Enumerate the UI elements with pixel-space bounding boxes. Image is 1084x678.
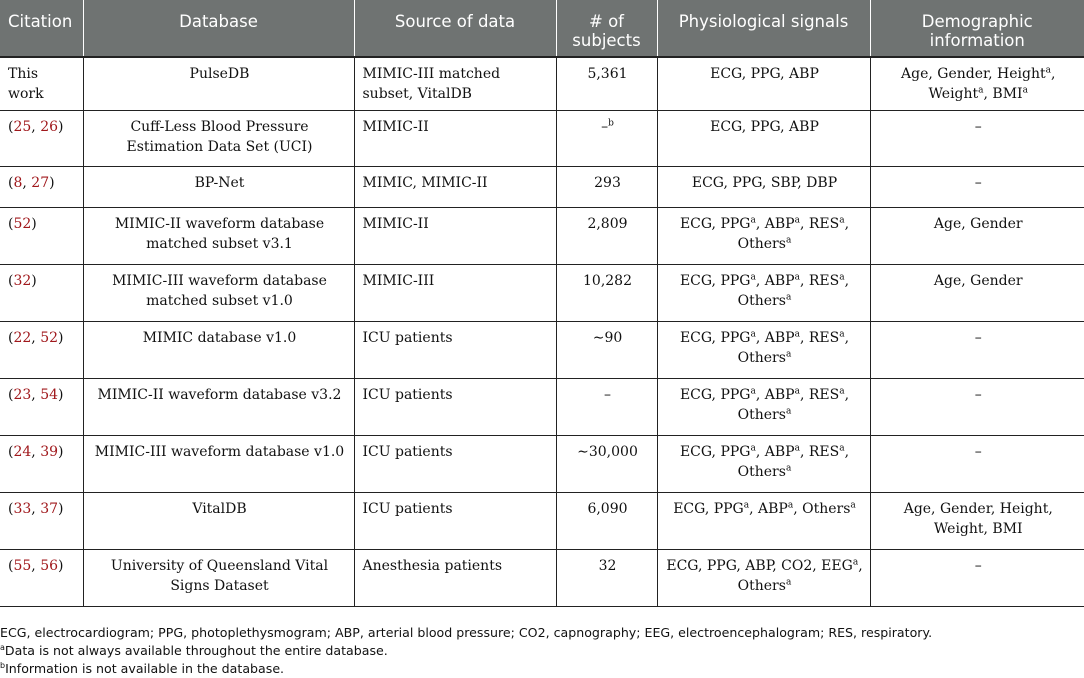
citation-text: ) [58, 501, 64, 517]
footnote-marker: a [839, 215, 845, 226]
signals-text: ECG, PPG [679, 273, 751, 289]
cell-subjects [556, 436, 657, 493]
cell-signals [657, 436, 870, 493]
citation-text: ( [8, 387, 14, 403]
table-row [0, 493, 1084, 550]
table-header-row [0, 0, 1084, 57]
demographics-text: , BMI [983, 86, 1023, 102]
table-footnotes [0, 624, 932, 678]
signals-text: , RES [799, 387, 840, 403]
table-row [0, 208, 1084, 265]
demographics-text: – [974, 444, 982, 460]
footnote-marker: a [785, 463, 792, 474]
source-text: ICU patients [362, 501, 453, 517]
header-demographic-information: Demographic information [870, 0, 1084, 57]
footnote-marker: a [794, 443, 800, 454]
footnote-a-mark: a [0, 642, 5, 652]
footnote-marker: b [608, 118, 614, 129]
cell-signals [657, 379, 870, 436]
source-text: ICU patients [362, 387, 453, 403]
citation-text: ( [8, 330, 14, 346]
citation-text: ( [8, 273, 14, 289]
table-row [0, 111, 1084, 167]
table-row [0, 167, 1084, 208]
cell-signals [657, 208, 870, 265]
signals-text: ECG, PPG [679, 216, 751, 232]
citation-text: , [22, 175, 32, 191]
citation-link[interactable]: 54 [40, 387, 59, 403]
signals-text: , Others [737, 216, 850, 252]
cell-subjects [556, 111, 657, 167]
subjects-text: 32 [598, 558, 617, 574]
cell-subjects [556, 322, 657, 379]
signals-text: ECG, PPG, ABP [710, 119, 819, 135]
cell-demographics [870, 550, 1084, 607]
cell-subjects [556, 167, 657, 208]
citation-text: , [31, 558, 41, 574]
citation-text: ) [31, 273, 37, 289]
header-source-of-data: Source of data [354, 0, 556, 57]
citation-text: ( [8, 175, 14, 191]
source-text: ICU patients [362, 330, 453, 346]
cell-database [83, 111, 354, 167]
citation-link[interactable]: 33 [13, 501, 32, 517]
cell-citation [0, 436, 83, 493]
citation-text: ) [49, 175, 55, 191]
cell-signals [657, 265, 870, 322]
cell-demographics [870, 111, 1084, 167]
citation-text: ( [8, 119, 14, 135]
footnote-marker: a [839, 386, 845, 397]
cell-subjects [556, 493, 657, 550]
source-text: MIMIC-II [362, 216, 429, 232]
demographics-text: Age, Gender, Height [901, 66, 1046, 82]
footnote-marker: a [794, 386, 800, 397]
signals-text: , ABP [755, 387, 795, 403]
source-text: MIMIC-II [362, 119, 429, 135]
footnote-marker: a [785, 292, 792, 303]
citation-text: , [31, 444, 41, 460]
subjects-text: 10,282 [583, 273, 632, 289]
cell-signals [657, 111, 870, 167]
signals-text: , RES [799, 330, 840, 346]
footnote-marker: a [794, 272, 800, 283]
cell-database [83, 322, 354, 379]
cell-demographics [870, 379, 1084, 436]
footnote-marker: a [850, 500, 856, 511]
table-row [0, 436, 1084, 493]
table-row [0, 379, 1084, 436]
citation-link[interactable]: 8 [13, 175, 23, 191]
table-row [0, 57, 1084, 111]
signals-text: ECG, PPG, SBP, DBP [691, 175, 838, 191]
table-body [0, 57, 1084, 607]
database-name: MIMIC-III waveform database matched subset v1.0 [112, 273, 327, 309]
cell-demographics [870, 167, 1084, 208]
subjects-text: 293 [594, 175, 621, 191]
footnote-marker: a [750, 386, 756, 397]
database-name: MIMIC-II waveform database v3.2 [97, 387, 342, 403]
footnote-marker: a [785, 235, 792, 246]
citation-text: ) [58, 387, 64, 403]
footnote-marker: a [785, 406, 792, 417]
footnote-marker: a [1045, 65, 1052, 76]
citation-link[interactable]: 26 [40, 119, 59, 135]
citation-text: ) [31, 216, 37, 232]
cell-citation [0, 208, 83, 265]
citation-text: ) [58, 119, 64, 135]
signals-text: , ABP [755, 444, 795, 460]
cell-citation [0, 322, 83, 379]
subjects-text: ∼30,000 [577, 444, 638, 460]
cell-demographics [870, 322, 1084, 379]
signals-text: , ABP [755, 330, 795, 346]
demographics-text: – [974, 119, 982, 135]
citation-link[interactable]: 52 [40, 330, 59, 346]
footnote-marker: a [750, 329, 756, 340]
footnote-a [0, 642, 932, 660]
signals-text: , Others [737, 444, 850, 480]
citation-link[interactable]: 27 [31, 175, 50, 191]
demographics-text: Age, Gender [933, 273, 1023, 289]
cell-database [83, 265, 354, 322]
cell-demographics [870, 57, 1084, 111]
source-text: MIMIC-III [362, 273, 435, 289]
database-name: VitalDB [192, 501, 247, 517]
cell-database [83, 436, 354, 493]
cell-source [354, 379, 556, 436]
database-name: BP-Net [194, 175, 245, 191]
table-row [0, 550, 1084, 607]
header-database: Database [83, 0, 354, 57]
cell-source [354, 167, 556, 208]
signals-text: ECG, PPG [679, 444, 751, 460]
cell-source [354, 111, 556, 167]
footnote-abbreviations: ECG, electrocardiogram; PPG, photoplethysmogram; ABP, arterial blood pressure; CO2, capnography; EEG, electroencephalogram; RES, respiratory. [0, 625, 933, 640]
footnote-marker: a [785, 349, 792, 360]
cell-database [83, 208, 354, 265]
footnote-b-mark: b [0, 660, 6, 670]
signals-text: , RES [799, 216, 840, 232]
cell-citation [0, 111, 83, 167]
cell-demographics [870, 265, 1084, 322]
citation-link[interactable]: 56 [40, 558, 59, 574]
signals-text: , Others [737, 273, 850, 309]
signals-text: ECG, PPG [679, 387, 751, 403]
database-name: MIMIC-III waveform database v1.0 [94, 444, 345, 460]
cell-source [354, 550, 556, 607]
cell-source [354, 322, 556, 379]
signals-text: , RES [799, 273, 840, 289]
cell-citation [0, 167, 83, 208]
demographics-text: – [974, 558, 982, 574]
demographics-text: – [974, 175, 982, 191]
cell-demographics [870, 208, 1084, 265]
source-text: Anesthesia patients [362, 558, 503, 574]
subjects-text: 6,090 [587, 501, 628, 517]
citation-text: ) [58, 330, 64, 346]
subjects-text: – [604, 387, 611, 403]
citation-text: , [31, 330, 41, 346]
database-name: Cuff-Less Blood Pressure Estimation Data Set (UCI) [126, 119, 313, 155]
footnote-b-text: Information is not available in the database. [5, 661, 285, 676]
footnote-marker: a [750, 215, 756, 226]
footnote-marker: a [785, 577, 792, 588]
footnote-marker: a [852, 557, 859, 568]
citation-text: ( [8, 216, 14, 232]
signals-text: , RES [799, 444, 840, 460]
signals-text: ECG, PPG [673, 501, 744, 517]
footnote-marker: a [787, 500, 794, 511]
cell-demographics [870, 436, 1084, 493]
footnote-marker: a [743, 500, 750, 511]
citation-link[interactable]: 55 [13, 558, 32, 574]
cell-signals [657, 322, 870, 379]
signals-text: , Others [737, 558, 863, 594]
citation-text: ( [8, 558, 14, 574]
citation-text: This work [8, 66, 44, 102]
subjects-text: ∼90 [592, 330, 623, 346]
footnote-marker: a [839, 272, 845, 283]
cell-source [354, 208, 556, 265]
citation-text: ( [8, 444, 14, 460]
signals-text: ECG, PPG, ABP, CO2, EEG [666, 558, 853, 574]
footnote-marker: a [794, 215, 800, 226]
header-num-subjects: # of subjects [556, 0, 657, 57]
citation-link[interactable]: 25 [13, 119, 32, 135]
signals-text: , ABP [749, 501, 788, 517]
cell-signals [657, 167, 870, 208]
cell-demographics [870, 493, 1084, 550]
cell-citation [0, 493, 83, 550]
cell-database [83, 493, 354, 550]
cell-subjects [556, 208, 657, 265]
cell-citation [0, 57, 83, 111]
citation-link[interactable]: 52 [13, 216, 32, 232]
database-name: University of Queensland Vital Signs Dataset [110, 558, 329, 594]
footnote-marker: a [750, 272, 756, 283]
demographics-text: – [974, 387, 982, 403]
subjects-text: 2,809 [587, 216, 628, 232]
source-text: MIMIC-III matched subset, VitalDB [362, 66, 501, 102]
footnote-a-text: Data is not always available throughout the entire database. [4, 643, 388, 658]
signals-text: , Others [737, 387, 850, 423]
footnote-marker: a [794, 329, 800, 340]
signals-text: , ABP [755, 273, 795, 289]
signals-text: ECG, PPG [679, 330, 751, 346]
citation-text: , [31, 501, 41, 517]
citation-link[interactable]: 39 [40, 444, 59, 460]
database-name: PulseDB [189, 66, 250, 82]
signals-text: , Others [737, 330, 850, 366]
table-row [0, 322, 1084, 379]
cell-signals [657, 550, 870, 607]
cell-database [83, 167, 354, 208]
signals-text: ECG, PPG, ABP [710, 66, 819, 82]
cell-subjects [556, 550, 657, 607]
footnote-b [0, 660, 932, 678]
demographics-text: Age, Gender, Height, Weight, BMI [903, 501, 1053, 537]
citation-link[interactable]: 32 [13, 273, 32, 289]
cell-database [83, 550, 354, 607]
database-name: MIMIC-II waveform database matched subset v3.1 [114, 216, 325, 252]
cell-citation [0, 379, 83, 436]
citation-text: ( [8, 501, 14, 517]
header-citation: Citation [0, 0, 83, 57]
citation-text: , [31, 119, 41, 135]
citation-link[interactable]: 23 [13, 387, 32, 403]
cell-signals [657, 493, 870, 550]
citation-text: , [31, 387, 41, 403]
cell-database [83, 379, 354, 436]
footnote-marker: a [978, 85, 984, 96]
demographics-text: , Weight [928, 66, 1056, 102]
cell-subjects [556, 57, 657, 111]
cell-database [83, 57, 354, 111]
signals-text: , ABP [755, 216, 795, 232]
citation-text: ) [58, 444, 64, 460]
demographics-text: Age, Gender [933, 216, 1023, 232]
citation-link[interactable]: 37 [40, 501, 59, 517]
subjects-text: 5,361 [587, 66, 628, 82]
source-text: ICU patients [362, 444, 453, 460]
footnote-marker: a [839, 329, 845, 340]
cell-citation [0, 550, 83, 607]
citation-link[interactable]: 22 [13, 330, 32, 346]
cell-source [354, 57, 556, 111]
source-text: MIMIC, MIMIC-II [362, 175, 488, 191]
footnote-marker: a [750, 443, 756, 454]
citation-link[interactable]: 24 [13, 444, 32, 460]
cell-source [354, 436, 556, 493]
cell-subjects [556, 379, 657, 436]
cell-subjects [556, 265, 657, 322]
cell-source [354, 265, 556, 322]
cell-citation [0, 265, 83, 322]
table-row [0, 265, 1084, 322]
cell-source [354, 493, 556, 550]
demographics-text: – [974, 330, 982, 346]
footnote-marker: a [839, 443, 845, 454]
subjects-text: – [601, 119, 609, 135]
database-name: MIMIC database v1.0 [142, 330, 297, 346]
footnote-marker: a [1022, 85, 1028, 96]
citation-text: ) [58, 558, 64, 574]
header-physiological-signals: Physiological signals [657, 0, 870, 57]
signals-text: , Others [793, 501, 851, 517]
cell-signals [657, 57, 870, 111]
